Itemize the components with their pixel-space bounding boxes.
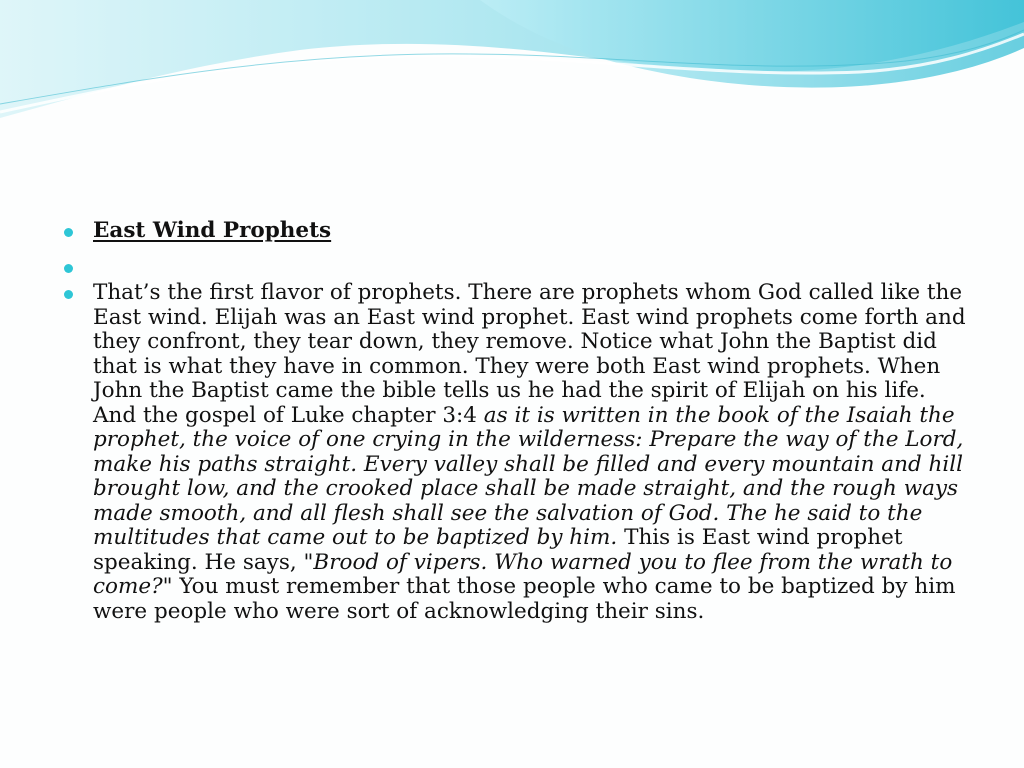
paragraph-intro: That’s the first flavor of prophets. There are prophets whom God called like the East wind. Elijah was an East wind prophet. East wind prophets come forth and they confront, they tear down, they remove. Notice what John the Baptist did that is what they have in common. They were both East wind prophets. When John the Baptist came the bible tells us he had the spirit of Elijah on his life. And the gospel of Luke chapter 3:4 (93, 280, 966, 428)
slide-heading: East Wind Prophets (93, 218, 332, 243)
bullet-empty (62, 256, 967, 281)
slide-content (62, 213, 967, 624)
brood-of-vipers-quote: "Brood of vipers. Who warned you to flee from the wrath to come?" (93, 549, 953, 599)
bullet-paragraph (62, 281, 967, 624)
paragraph-ending: You must remember that those people who came to be baptized by him were people who were sort of acknowledging their sins. (93, 574, 956, 624)
paragraph-middle: This is East wind prophet speaking. He says, (93, 525, 903, 575)
bullet-icon (64, 264, 73, 273)
scripture-quote: as it is written in the book of the Isaiah the prophet, the voice of one crying in the wilderness: Prepare the way of the Lord, make his paths straight. Every valley shall be filled and every mountain and hill brought low, and the crooked place shall be made straight, and the rough ways made smooth, and all flesh shall see the salvation of God. The he said to the multitudes that came out to be baptized by him. (93, 402, 964, 550)
wave-band-front (480, 0, 1024, 88)
bullet-icon (64, 228, 73, 237)
header-wave-decoration (0, 0, 1024, 130)
bullet-heading (62, 213, 967, 256)
bullet-icon (64, 290, 73, 299)
